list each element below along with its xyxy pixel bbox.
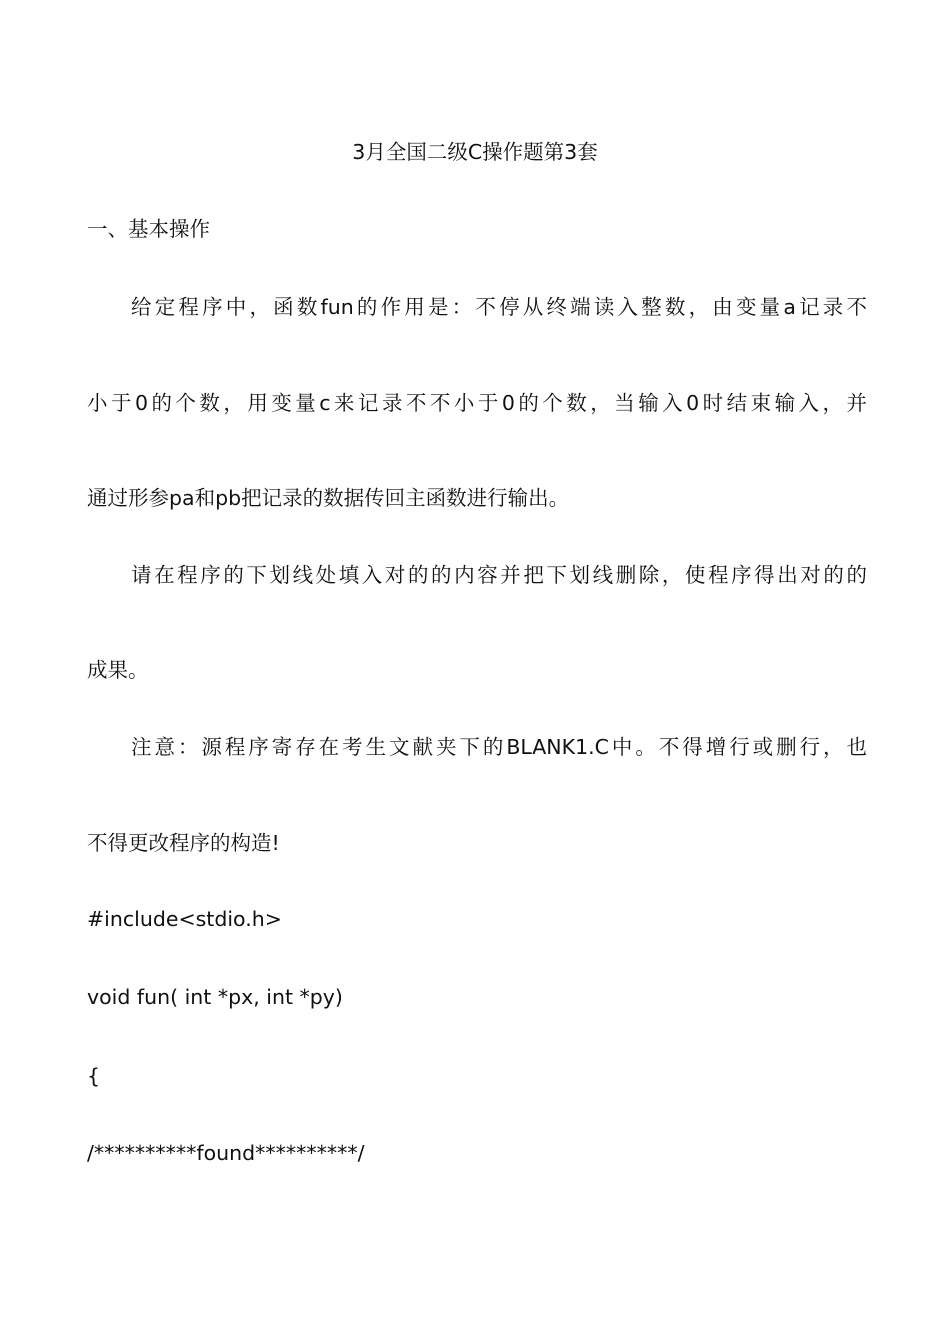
code-line: #include<stdio.h> [87,907,282,931]
paragraph-line: 不得更改程序的构造! [87,831,280,855]
paragraph-line: 通过形参pa和pb把记录的数据传回主函数进行输出。 [87,486,570,510]
paragraph-line: 成果。 [87,658,149,682]
code-line: { [87,1064,101,1088]
code-line: /**********found**********/ [87,1141,365,1165]
paragraph-line: 小于0的个数，用变量c来记录不不小于0的个数，当输入0时结束输入，并 [87,391,867,415]
paragraph-line: 注意：源程序寄存在考生文献夹下的BLANK1.C中。不得增行或删行，也 [131,735,867,759]
section-heading: 一、基本操作 [87,217,210,241]
paragraph-line: 给定程序中，函数fun的作用是：不停从终端读入整数，由变量a记录不 [131,295,867,319]
code-line: void fun( int *px, int *py) [87,985,343,1009]
paragraph-line: 请在程序的下划线处填入对的的内容并把下划线删除，使程序得出对的的 [131,563,867,587]
document-title: 3月全国二级C操作题第3套 [352,140,598,164]
